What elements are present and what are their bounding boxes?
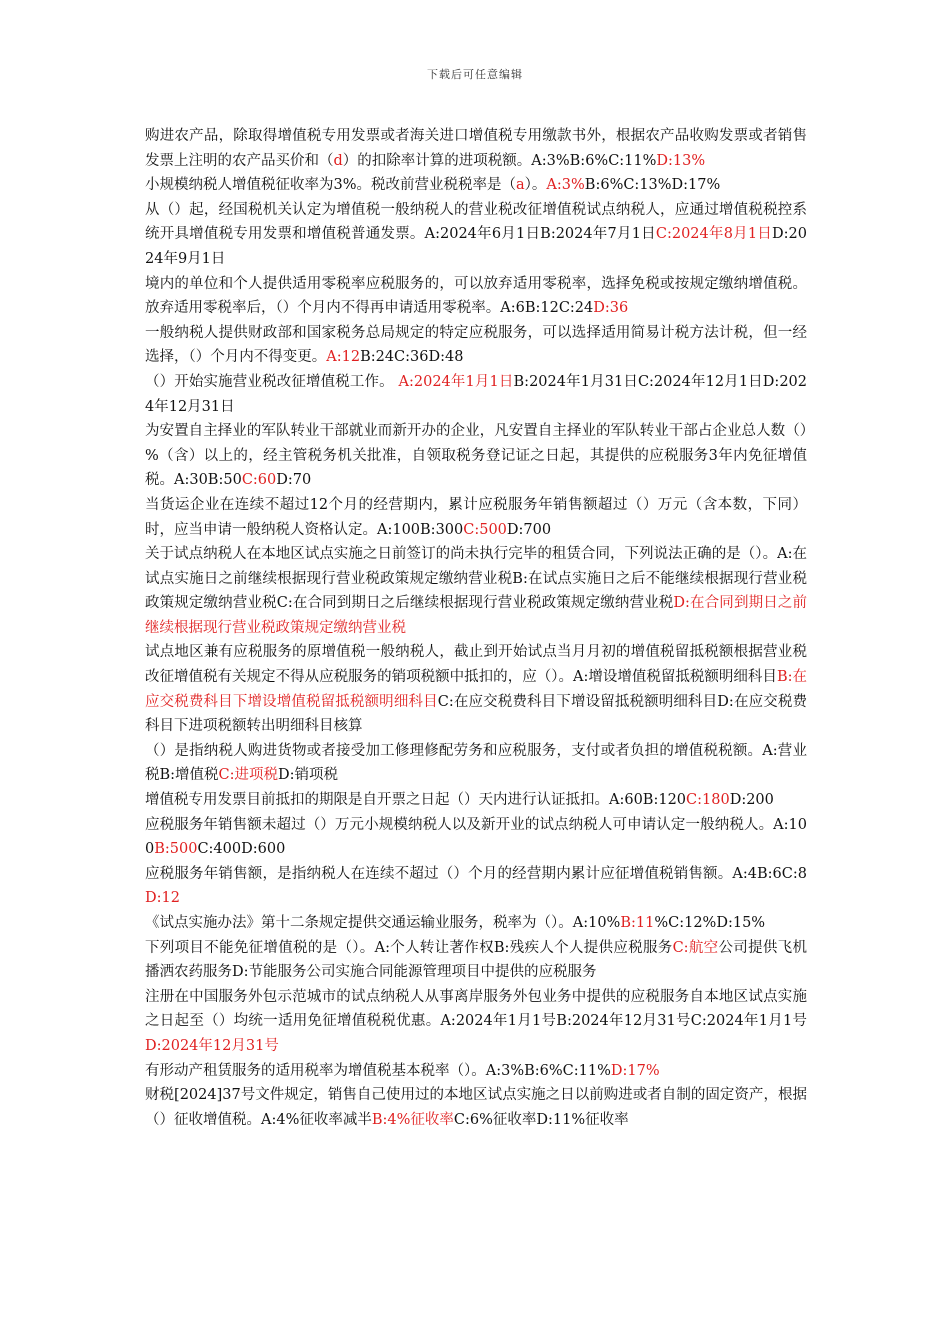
answer-highlight: B:500: [154, 841, 198, 858]
question-paragraph: [145, 493, 807, 542]
document-body: [145, 124, 807, 1132]
question-text: D:700: [506, 521, 552, 538]
question-text: （）开始实施营业税改征增值税工作。: [145, 373, 399, 390]
question-text: C:在应交税费科目下增设留抵税额明细科目D:在应交税费科目下进项税额转出明细科目核算: [145, 693, 807, 735]
question-text: B:24C:36D:48: [360, 349, 464, 366]
question-text: 《试点实施办法》第十二条规定提供交通运输业服务，税率为（）。A:10%: [145, 915, 621, 931]
answer-highlight: C:180: [686, 792, 730, 809]
question-paragraph: [145, 739, 807, 788]
answer-highlight: D:在合同到期日之前继续根据现行营业税政策规定缴纳营业税: [145, 595, 807, 636]
question-text: 试点地区兼有应税服务的原增值税一般纳税人，截止到开始试点当月月初的增值税留抵税额根据营业税改征增值税有关规定不得从应税服务的销项税额中抵扣的，应（）。A:增设增值税留抵税额明细科目: [145, 644, 807, 686]
answer-highlight: A:12: [326, 349, 361, 366]
answer-highlight: C:进项税: [218, 767, 279, 784]
answer-highlight: a: [516, 177, 525, 194]
question-text: 小规模纳税人增值税征收率为3%。税改前营业税税率是（: [145, 177, 517, 194]
question-text: ）。: [524, 177, 547, 194]
question-text: 财税[2024]37号文件规定，销售自己使用过的本地区试点实施之日以前购进或者自制的固定资产，根据（）征收增值税。A:4%征收率减半: [145, 1087, 807, 1128]
question-text: ）的扣除率计算的进项税额。A:3%B:6%C:11%: [342, 152, 657, 169]
question-text: D:200: [729, 792, 774, 809]
answer-highlight: D:13%: [656, 152, 706, 169]
question-text: 公司提供飞机播洒农药服务D:节能服务公司实施合同能源管理项目中提供的应税服务: [145, 939, 807, 981]
question-paragraph: [145, 542, 807, 640]
question-text: 增值税专用发票目前抵扣的期限是自开票之日起（）天内进行认证抵扣。A:60B:120: [145, 792, 687, 809]
question-paragraph: [145, 173, 807, 198]
question-paragraph: [145, 911, 807, 936]
question-text: D:2024年9月1日: [145, 226, 807, 267]
page-header: 下载后可任意编辑: [427, 68, 523, 81]
question-text: 境内的单位和个人提供适用零税率应税服务的，可以放弃适用零税率，选择免税或按规定缴纳增值税。放弃适用零税率后，（）个月内不得再申请适用零税率。A:6B:12C:24: [145, 275, 807, 317]
answer-highlight: A:2024年1月1日: [398, 373, 514, 390]
answer-highlight: C:60: [241, 472, 277, 489]
question-text: 有形动产租赁服务的适用税率为增值税基本税率（）。A:3%B:6%C:11%: [145, 1062, 611, 1079]
question-text: 一般纳税人提供财政部和国家税务总局规定的特定应税服务，可以选择适用简易计税方法计税，但一经选择，（）个月内不得变更。: [145, 324, 807, 366]
question-paragraph: [145, 198, 807, 272]
answer-highlight: B:在应交税费科目下增设增值税留抵税额明细科目: [145, 669, 808, 710]
question-paragraph: [145, 788, 807, 813]
question-paragraph: [145, 419, 807, 493]
question-text: D:销项税: [278, 767, 339, 784]
question-paragraph: [145, 640, 807, 738]
answer-highlight: B:11: [620, 915, 655, 931]
question-text: 当货运企业在连续不超过12个月的经营期内，累计应税服务年销售额超过（）万元（含本数，下同）时，应当申请一般纳税人资格认定。A:100B:300: [145, 496, 807, 538]
question-text: %C:12%D:15%: [654, 915, 766, 931]
question-text: B:2024年1月31日C:2024年12月1日D:2024年12月31日: [145, 373, 807, 415]
answer-highlight: A:3%: [546, 177, 585, 194]
question-text: C:400D:600: [197, 841, 286, 858]
answer-highlight: D:12: [145, 890, 180, 907]
question-text: 从（）起，经国税机关认定为增值税一般纳税人的营业税改征增值税试点纳税人，应通过增值税税控系统开具增值税专用发票和增值税普通发票。A:2024年6月1日B:2024年7月1日: [145, 201, 807, 243]
question-paragraph: [145, 272, 807, 321]
question-text: 注册在中国服务外包示范城市的试点纳税人从事离岸服务外包业务中提供的应税服务自本地区试点实施之日起至（）均统一适用免征增值税税优惠。A:2024年1月1号B:2024年12月31号C:2024年1月1号: [145, 988, 807, 1030]
question-text: 为安置自主择业的军队转业干部就业而新开办的企业，凡安置自主择业的军队转业干部占企业总人数（）%（含）以上的，经主管税务机关批准，自领取税务登记证之日起，其提供的应税服务3年内免征增值税。A:30B:50: [145, 423, 807, 489]
question-text: （）是指纳税人购进货物或者接受加工修理修配劳务和应税服务，支付或者负担的增值税税额。A:营业税B:增值税: [145, 742, 807, 784]
question-paragraph: [145, 813, 807, 862]
question-text: 下列项目不能免征增值税的是（）。A:个人转让著作权B:残疾人个人提供应税服务: [145, 939, 673, 956]
answer-highlight: D:36: [593, 300, 629, 317]
answer-highlight: D:17%: [610, 1062, 660, 1079]
answer-highlight: C:500: [463, 521, 507, 538]
question-paragraph: [145, 370, 807, 419]
question-paragraph: [145, 1083, 807, 1132]
question-paragraph: [145, 862, 807, 911]
question-text: 购进农产品，除取得增值税专用发票或者海关进口增值税专用缴款书外，根据农产品收购发票或者销售发票上注明的农产品买价和（: [145, 128, 807, 169]
question-paragraph: [145, 985, 807, 1059]
question-paragraph: [145, 1059, 807, 1084]
answer-highlight: C:2024年8月1日: [655, 226, 773, 243]
answer-highlight: d: [333, 152, 343, 169]
question-paragraph: [145, 936, 807, 985]
question-text: 应税服务年销售额未超过（）万元小规模纳税人以及新开业的试点纳税人可申请认定一般纳税人。A:100: [145, 816, 807, 858]
question-text: C:6%征收率D:11%征收率: [453, 1111, 629, 1128]
question-text: D:70: [276, 472, 312, 489]
answer-highlight: B:4%征收率: [371, 1111, 454, 1128]
question-text: 关于试点纳税人在本地区试点实施之日前签订的尚未执行完毕的租赁合同，下列说法正确的是（）。A:在试点实施日之前继续根据现行营业税政策规定缴纳营业税B:在试点实施日之后不能继续根据现行营业税政策规定缴纳营业税C:在合同到期日之后继续根据现行营业税政策规定缴纳营业税: [145, 546, 807, 612]
answer-highlight: D:2024年12月31号: [145, 1037, 279, 1054]
answer-highlight: C:航空: [672, 939, 719, 956]
question-paragraph: [145, 124, 807, 173]
question-paragraph: [145, 321, 807, 370]
question-text: B:6%C:13%D:17%: [584, 177, 721, 194]
question-text: 应税服务年销售额，是指纳税人在连续不超过（）个月的经营期内累计应征增值税销售额。A:4B:6C:8: [145, 865, 807, 882]
